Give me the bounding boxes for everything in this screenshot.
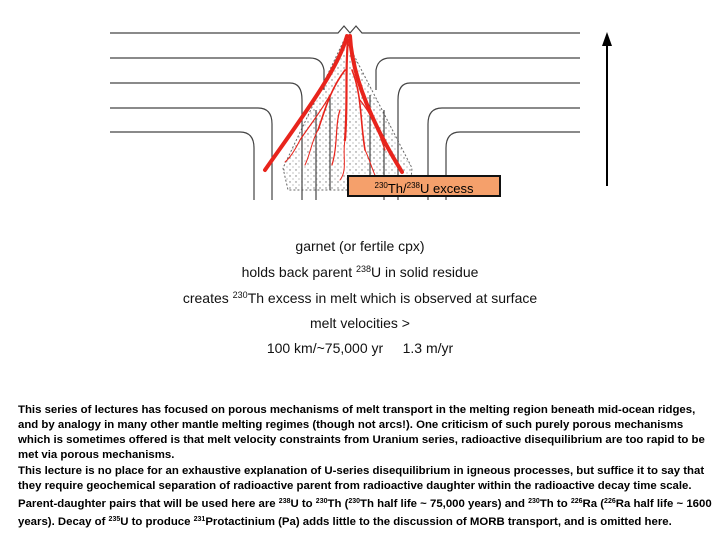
upwelling-arrow: [602, 32, 612, 186]
caption-velocity-values: 100 km/~75,000 yr 1.3 m/yr: [266, 340, 454, 356]
thorium-uranium-excess-label: $^{230}$Th/$^{238}$U excess: [347, 175, 501, 197]
paragraph-porous-mechanisms: This series of lectures has focused on porous mechanisms of melt transport in the melting region beneath mid-ocean ridges, and by analogy in many other mantle melting regimes (though not arcs!). One criticism of such purely porous mechanisms which is sometimes offered is that melt velocity constraints from Uranium series, radioactive disequilibrium are too rapid to be met via porous mechanisms.: [18, 404, 705, 461]
caption-melt-velocities: melt velocities >: [310, 315, 410, 331]
caption-holds-back-parent: holds back parent $^{238}$U in solid residue: [241, 264, 479, 280]
caption-creates-excess: creates $^{230}$Th excess in melt which is observed at surface: [182, 290, 538, 306]
paragraph-u-series: This lecture is no place for an exhaustive explanation of U-series disequilibrium in igneous processes, but suffice it to say that they require geochemical separation of radioactive parent from radioactive daughter within the radioactive decay time scale. Parent-daughter pairs that will be used here are $^{238}$U to $^{230}$Th ($^{230}$Th half life ~ 75,000 years) and $^{230}$Th to $^{226}$Ra ($^{226}$Ra half life ~ 1600 years). Decay of $^{235}$U to produce $^{231}$Protactinium (Pa) adds little to the discussion of MORB transport, and is omitted here.: [18, 465, 712, 528]
caption-garnet: garnet (or fertile cpx): [295, 238, 425, 254]
